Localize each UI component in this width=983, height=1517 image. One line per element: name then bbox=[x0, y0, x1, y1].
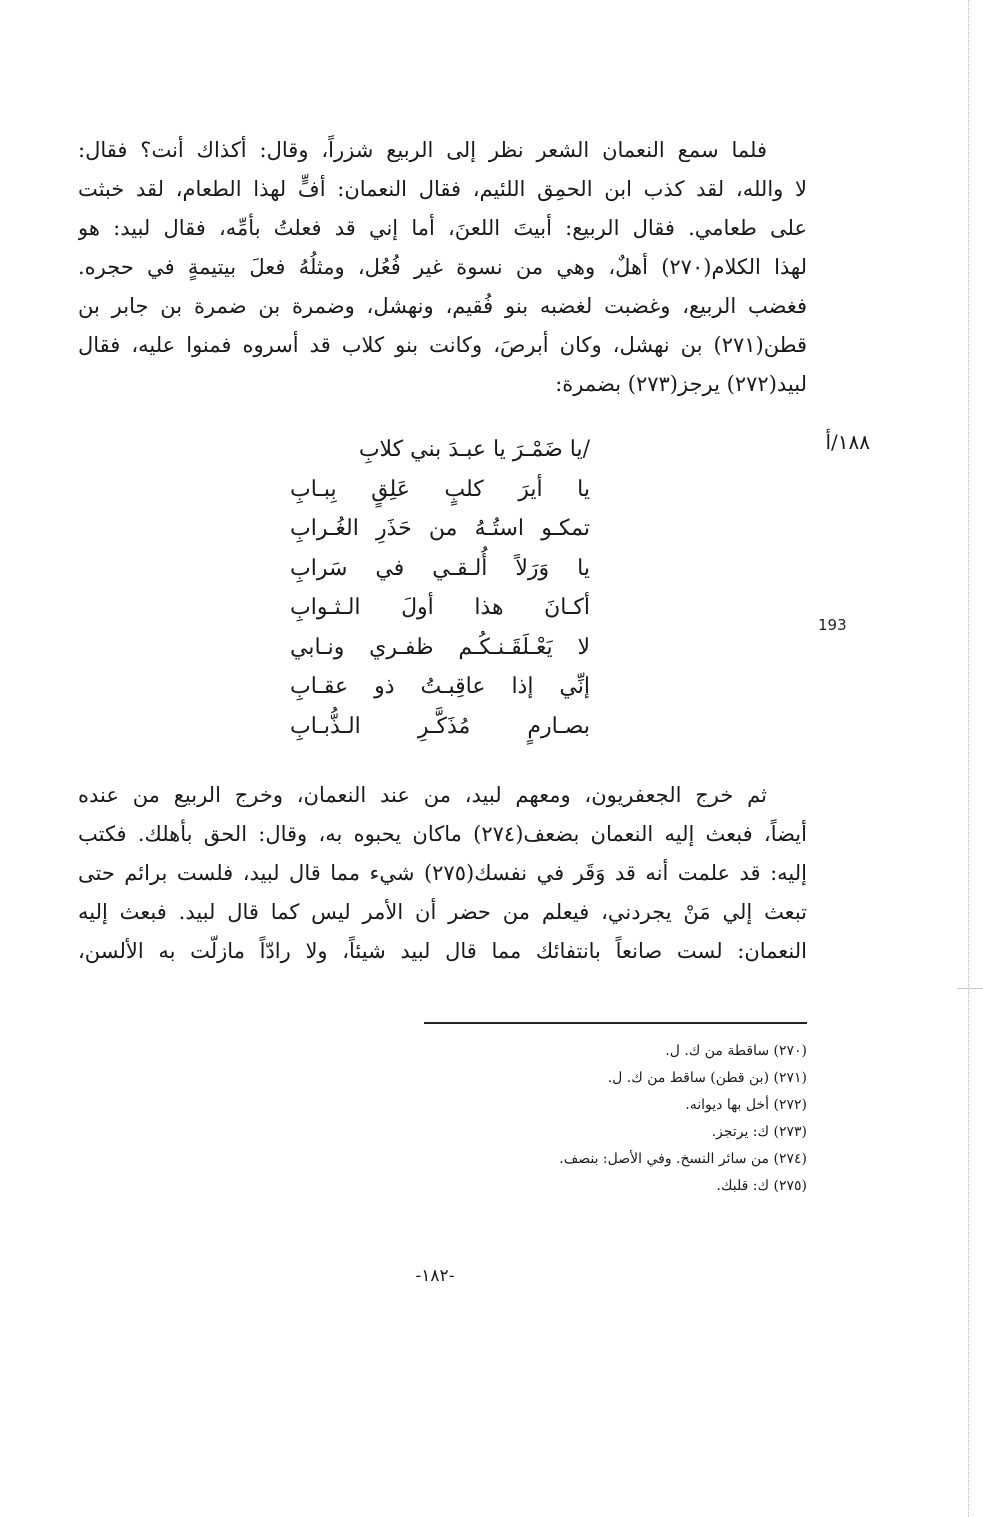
verse-block bbox=[290, 430, 590, 746]
footnote-separator bbox=[424, 1022, 807, 1024]
text-line: قطن(٢٧١) بن نهشل، وكان أبرصَ، وكانت بنو كلاب قد أسروه فمنوا عليه، فقال bbox=[78, 333, 807, 357]
margin-page-marker: 193 bbox=[818, 616, 847, 634]
verse-line: يا أيرَ كلبٍ عَلِقٍ بِبـابِ bbox=[290, 476, 590, 502]
text-line: لبيد(٢٧٢) يرجز(٢٧٣) بضمرة: bbox=[555, 372, 807, 396]
scan-edge-tick bbox=[958, 988, 983, 989]
verse-line: إنِّي إذا عاقِبـتُ ذو عقـابِ bbox=[290, 674, 590, 699]
text-line: ثم خرج الجعفريون، ومعهم لبيد، من عند النعمان، وخرج الربيع من عنده bbox=[78, 783, 767, 807]
verse-line: لا يَعْـلَقَـنـكُـم ظفـري ونـابي bbox=[290, 634, 590, 660]
footnote: (٢٧٤) من سائر النسخ. وفي الأصل: بنصف. bbox=[559, 1151, 807, 1167]
text-line: فلما سمع النعمان الشعر نظر إلى الربيع شزراً، وقال: أكذاك أنت؟ فقال: bbox=[78, 138, 767, 162]
margin-folio-reference: ١٨٨/أ bbox=[825, 430, 870, 454]
text-line: إليه: قد علمت أنه قد وَقَر في نفسك(٢٧٥) شيء مما قال لبيد، فلست برائم حتى bbox=[78, 861, 807, 885]
verse-line: يا وَرَلاً أُلـقـي في سَرابِ bbox=[290, 555, 590, 581]
text-line: النعمان: لست صانعاً بانتفائك مما قال لبيد شيئاً، ولا رادّاً مازلّت به الألسن، bbox=[78, 939, 807, 963]
footnote: (٢٧٣) ك: يرتجز. bbox=[711, 1124, 807, 1140]
text-line: لا والله، لقد كذب ابن الحمِق اللئيم، فقال النعمان: أفٍّ لهذا الطعام، لقد خبثت bbox=[78, 177, 807, 201]
paragraph-1 bbox=[78, 131, 807, 404]
paragraph-2 bbox=[78, 776, 807, 971]
footnote: (٢٧٥) ك: قلبك. bbox=[716, 1178, 807, 1194]
scan-edge-line bbox=[968, 0, 969, 1517]
footnote: (٢٧٠) ساقطة من ك. ل. bbox=[665, 1043, 807, 1059]
page-number: -١٨٢- bbox=[415, 1266, 455, 1286]
text-line: على طعامي. فقال الربيع: أبيتَ اللعنَ، أما إني قد فعلتُ بأمِّه، فقال لبيد: هو bbox=[78, 216, 807, 240]
verse-line: /يا ضَمْـرَ يا عبـدَ بني كلابِ bbox=[358, 437, 590, 462]
verse-line: تمكـو استُـهُ من حَذَرِ الغُـرابِ bbox=[290, 516, 590, 541]
footnotes bbox=[400, 1038, 807, 1200]
footnote: (٢٧١) (بن قطن) ساقط من ك. ل. bbox=[607, 1070, 807, 1086]
text-line: تبعث إلي مَنْ يجردني، فيعلم من حضر أن الأمر ليس كما قال لبيد. فبعث إليه bbox=[78, 900, 807, 924]
verse-line: أكـانَ هذا أولَ الـثـوابِ bbox=[290, 595, 590, 620]
text-line: أيضاً، فبعث إليه النعمان بضعف(٢٧٤) ماكان يحبوه به، وقال: الحق بأهلك. فكتب bbox=[78, 822, 807, 846]
verse-line: بصـارمٍ مُذَكَّـرِ الـذُّبـابِ bbox=[290, 713, 590, 739]
text-line: فغضب الربيع، وغضبت لغضبه بنو فُقيم، ونهشل، وضمرة بن ضمرة بن جابر بن bbox=[78, 294, 807, 318]
text-line: لهذا الكلام(٢٧٠) أهلٌ، وهي من نسوة غير فُعُل، ومثلُهُ فعلَ بيتيمةٍ في حجره. bbox=[78, 255, 807, 279]
footnote: (٢٧٢) أخل بها ديوانه. bbox=[685, 1097, 807, 1113]
